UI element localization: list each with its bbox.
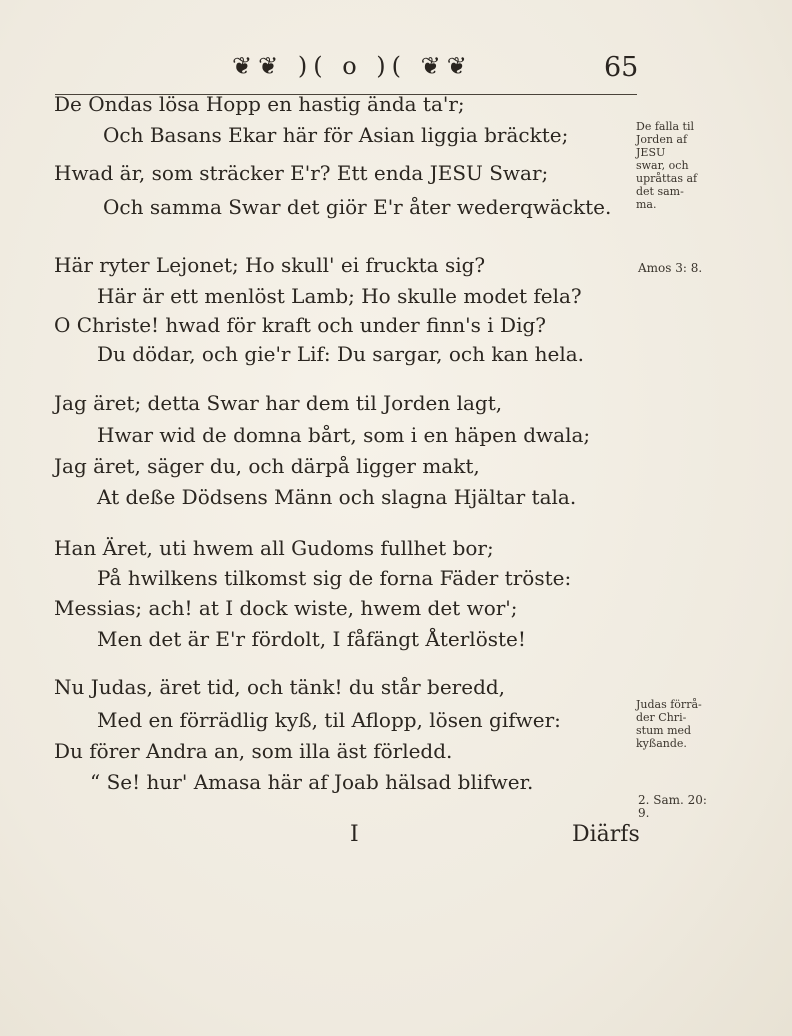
poem-line: Och Basans Ekar här för Asian liggia bräckte;: [103, 123, 569, 147]
poem-line: Här ryter Lejonet; Ho skull' ei fruckta sig?: [54, 253, 486, 277]
poem-line: Jag äret, säger du, och därpå ligger makt,: [54, 454, 480, 478]
poem-line: At deße Dödsens Männ och slagna Hjältar tala.: [97, 485, 577, 509]
poem-line: På hwilkens tilkomst sig de forna Fäder tröste:: [97, 566, 572, 590]
margin-note: De falla til Jorden af JESU swar, och upråttas af det sam- ma.: [636, 120, 698, 211]
poem-line: Men det är E'r fördolt, I fåfängt Återlöste!: [97, 627, 526, 651]
signature-mark: I: [350, 822, 359, 847]
poem-line: Här är ett menlöst Lamb; Ho skulle modet fela?: [97, 284, 582, 308]
poem-line: O Christe! hwad för kraft och under finn's i Dig?: [54, 313, 547, 337]
poem-line: Hwar wid de domna bårt, som i en häpen dwala;: [97, 423, 591, 447]
poem-line: Du förer Andra an, som illa äst förledd.: [54, 739, 453, 763]
header-ornament: ❦❦ )( o )( ❦❦: [232, 52, 473, 80]
poem-line: Och samma Swar det giör E'r åter wederqwäckte.: [103, 195, 612, 219]
poem-line: Messias; ach! at I dock wiste, hwem det wor';: [54, 596, 518, 620]
margin-note: Judas förrå- der Chri- stum med kyßande.: [636, 698, 702, 750]
poem-line: Nu Judas, äret tid, och tänk! du står beredd,: [54, 675, 506, 699]
catchword: Diärfs: [572, 822, 640, 847]
poem-line: Han Äret, uti hwem all Gudoms fullhet bor;: [54, 536, 494, 560]
scripture-reference: 2. Sam. 20: 9.: [638, 793, 707, 820]
poem-line: De Ondas lösa Hopp en hastig ända ta'r;: [54, 92, 465, 116]
poem-line: Du dödar, och gie'r Lif: Du sargar, och kan hela.: [97, 342, 585, 366]
poem-line: Med en förrädlig kyß, til Aflopp, lösen gifwer:: [97, 708, 561, 732]
poem-line: Jag äret; detta Swar har dem til Jorden lagt,: [54, 391, 503, 415]
poem-line: “ Se! hur' Amasa här af Joab hälsad blifwer.: [90, 770, 534, 794]
scripture-reference: Amos 3: 8.: [638, 261, 703, 275]
poem-line: Hwad är, som sträcker E'r? Ett enda JESU Swar;: [54, 161, 549, 185]
page-number: 65: [604, 52, 639, 83]
